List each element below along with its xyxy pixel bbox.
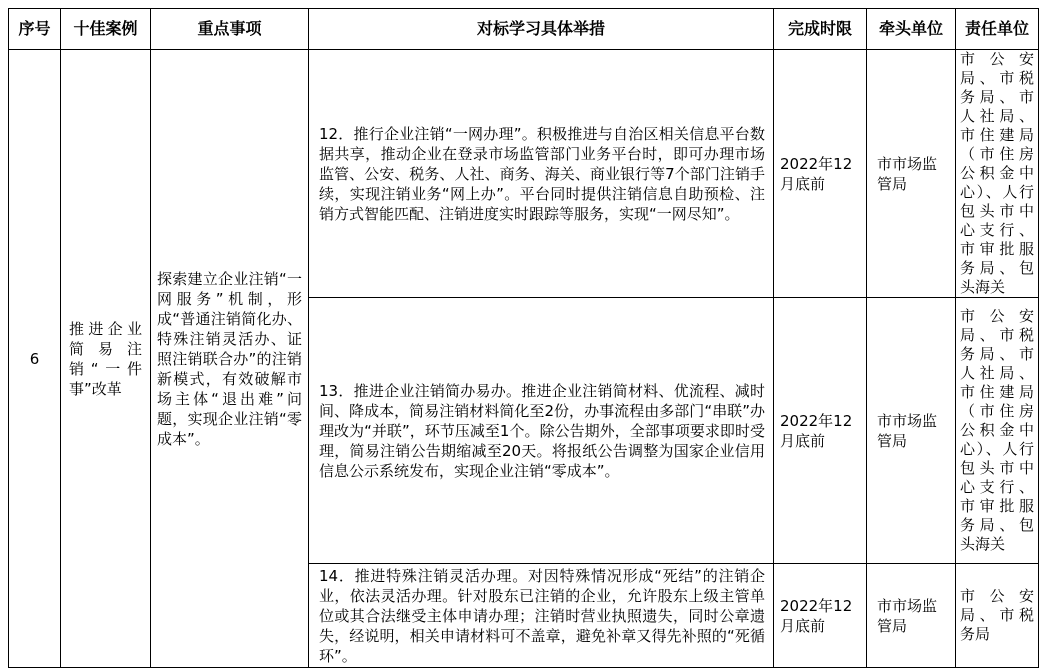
header-lead-unit: 牵头单位 <box>867 9 956 50</box>
measures-table <box>8 8 1039 668</box>
measure-text: 14．推进特殊注销灵活办理。对因特殊情况形成“死结”的注销企业，依法灵活办理。针对股东已注销的企业，允许股东上级主管单位或其合法继受主体申请办理；注销时营业执照遗失，同时公章遗失，经说明，相关申请材料可不盖章，避免补章又得先补照的“死循环”。 <box>309 564 774 668</box>
responsible-unit: 市公安局、市税务局 <box>956 564 1039 668</box>
header-measures: 对标学习具体举措 <box>309 9 774 50</box>
lead-unit: 市市场监管局 <box>867 564 956 668</box>
measure-text: 13．推进企业注销简办易办。推进企业注销简材料、优流程、减时间、降成本，简易注销材料简化至2份，办事流程由多部门“串联”办理改为“并联”，环节压减至1个。除公告期外，全部事项要求即时受理，简易注销公告期缩减至20天。将报纸公告调整为国家企业信用信息公示系统发布，实现企业注销“零成本”。 <box>309 298 774 564</box>
header-responsible-unit: 责任单位 <box>956 9 1039 50</box>
row-index: 6 <box>9 50 61 668</box>
header-deadline: 完成时限 <box>774 9 867 50</box>
header-row <box>9 9 1039 50</box>
deadline: 2022年12月底前 <box>774 564 867 668</box>
deadline: 2022年12月底前 <box>774 298 867 564</box>
table-row <box>9 50 1039 298</box>
case-name: 推进企业简易注销“一件事”改革 <box>61 50 151 668</box>
responsible-unit: 市公安局、市税务局、市人社局、市住建局（市住房公积金中心）、人行包头市中心支行、市审批服务局、包头海关 <box>956 50 1039 298</box>
responsible-unit: 市公安局、市税务局、市人社局、市住建局（市住房公积金中心）、人行包头市中心支行、市审批服务局、包头海关 <box>956 298 1039 564</box>
lead-unit: 市市场监管局 <box>867 298 956 564</box>
measure-text: 12．推行企业注销“一网办理”。积极推进与自治区相关信息平台数据共享，推动企业在登录市场监管部门业务平台时，即可办理市场监管、公安、税务、人社、商务、海关、商业银行等7个部门注销手续，实现注销业务“网上办”。平台同时提供注销信息自助预检、注销方式智能匹配、注销进度实时跟踪等服务，实现“一网尽知”。 <box>309 50 774 298</box>
header-case: 十佳案例 <box>61 9 151 50</box>
lead-unit: 市市场监管局 <box>867 50 956 298</box>
deadline: 2022年12月底前 <box>774 50 867 298</box>
header-index: 序号 <box>9 9 61 50</box>
header-key-item: 重点事项 <box>151 9 309 50</box>
key-item: 探索建立企业注销“一网服务”机制，形成“普通注销简化办、特殊注销灵活办、证照注销联合办”的注销新模式，有效破解市场主体“退出难”问题，实现企业注销“零成本”。 <box>151 50 309 668</box>
